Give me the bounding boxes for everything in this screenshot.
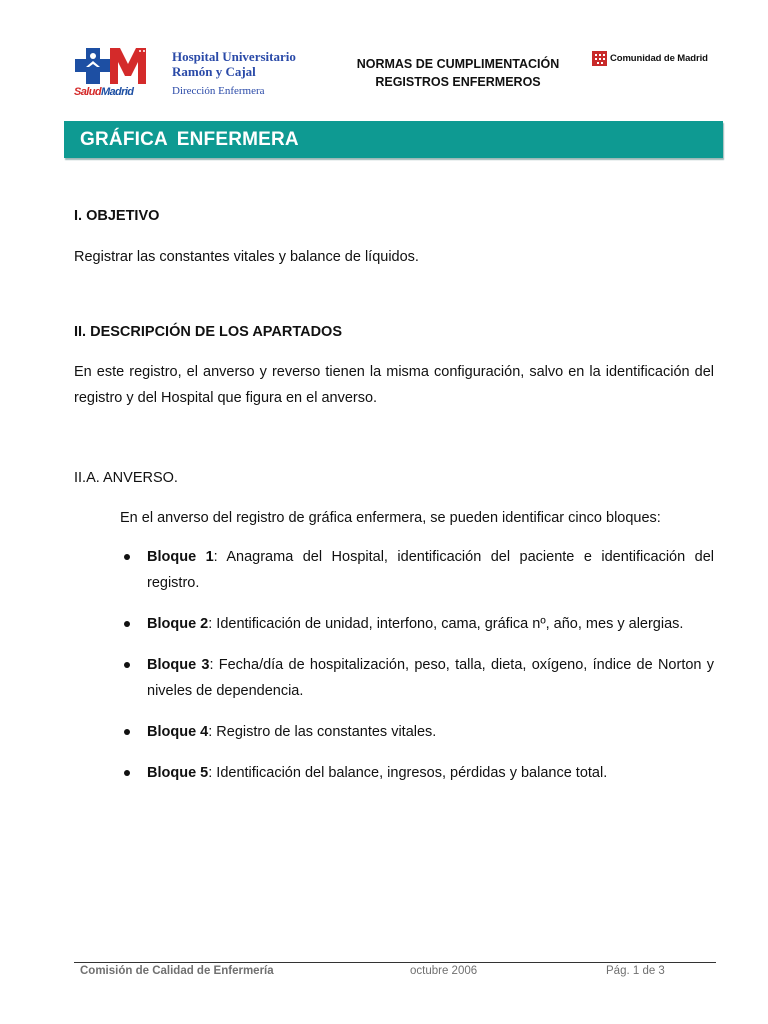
bloque-label: Bloque 3 xyxy=(147,657,210,673)
anverso-heading: II.A. ANVERSO. xyxy=(74,470,178,486)
bloque-text: : Anagrama del Hospital, identificación del paciente e identificación del registro. xyxy=(147,549,714,591)
comunidad-madrid-logo xyxy=(592,50,708,66)
bullet-icon xyxy=(124,729,130,735)
bullet-icon xyxy=(124,554,130,560)
document-main-title xyxy=(318,55,598,91)
hospital-name: Hospital Universitario Ramón y Cajal xyxy=(172,49,296,79)
list-item xyxy=(120,611,714,637)
comunidad-madrid-text: Comunidad de Madrid xyxy=(610,52,708,64)
bullet-icon xyxy=(124,621,130,627)
hospital-identification xyxy=(172,49,317,98)
footer-divider xyxy=(74,962,716,963)
bloques-list xyxy=(120,544,714,801)
bloque-label: Bloque 4 xyxy=(147,724,209,740)
bloque-text: : Identificación de unidad, interfono, cama, gráfica nº, año, mes y alergias. xyxy=(208,616,684,632)
footer-page-number: Pág. 1 de 3 xyxy=(606,965,665,977)
comunidad-madrid-flag-icon xyxy=(592,51,607,66)
hospital-department: Dirección Enfermera xyxy=(172,85,265,97)
banner-title: GRÁFICA ENFERMERA xyxy=(80,129,299,150)
footer-commission: Comisión de Calidad de Enfermería xyxy=(80,965,274,977)
descripcion-heading: II. DESCRIPCIÓN DE LOS APARTADOS xyxy=(74,324,343,340)
descripcion-text: En este registro, el anverso y reverso tienen la misma configuración, salvo en la identificación del registro y del Hospital que figura en el anverso. xyxy=(74,364,714,406)
bloque-label: Bloque 1 xyxy=(147,549,214,565)
bullet-icon xyxy=(124,662,130,668)
bloque-text: : Fecha/día de hospitalización, peso, talla, dieta, oxígeno, índice de Norton y niveles de dependencia. xyxy=(147,657,714,699)
title-line-2: REGISTROS ENFERMEROS xyxy=(375,75,541,89)
salud-madrid-wordmark xyxy=(74,86,158,98)
bloque-label: Bloque 5 xyxy=(147,765,209,781)
objetivo-text: Registrar las constantes vitales y balance de líquidos. xyxy=(74,249,419,265)
objetivo-heading: I. OBJETIVO xyxy=(74,208,160,224)
list-item xyxy=(120,544,714,596)
document-header xyxy=(0,0,768,110)
list-item xyxy=(120,760,714,786)
madrid-wordmark-part: Madrid xyxy=(100,86,134,98)
anverso-intro: En el anverso del registro de gráfica enfermera, se pueden identificar cinco bloques: xyxy=(120,510,661,526)
list-item xyxy=(120,719,714,745)
bloque-text: : Registro de las constantes vitales. xyxy=(208,724,437,740)
list-item xyxy=(120,652,714,704)
salud-wordmark-part: Salud xyxy=(74,86,101,98)
bloque-label: Bloque 2 xyxy=(147,616,209,632)
section-banner xyxy=(64,121,723,158)
bloque-text: : Identificación del balance, ingresos, pérdidas y balance total. xyxy=(208,765,608,781)
title-line-1: NORMAS DE CUMPLIMENTACIÓN xyxy=(356,57,560,71)
bullet-icon xyxy=(124,770,130,776)
footer-date: octubre 2006 xyxy=(410,965,478,977)
